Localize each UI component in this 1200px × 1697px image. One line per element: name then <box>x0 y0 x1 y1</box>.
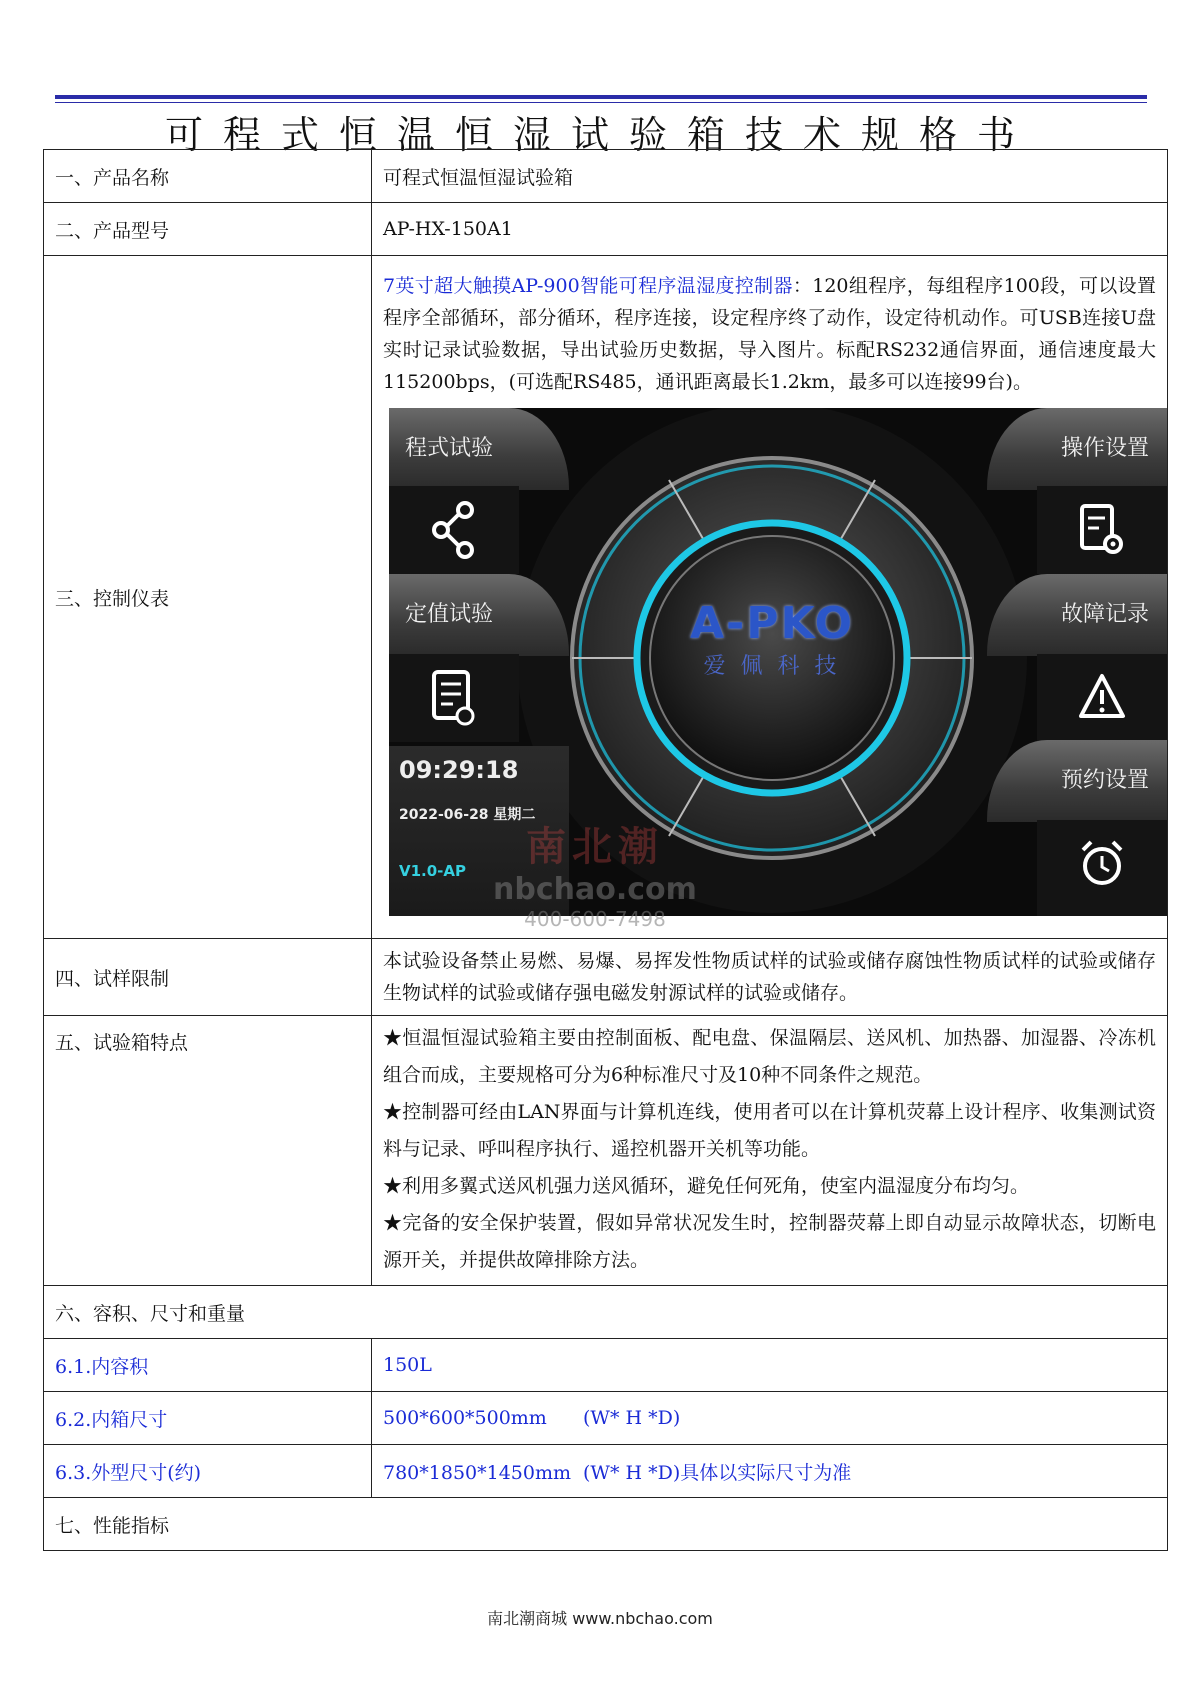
value-inner-size <box>372 1392 1168 1445</box>
row-inner-size <box>44 1392 1168 1445</box>
fixed-value-test-icon-box[interactable] <box>389 654 519 742</box>
operation-settings-button[interactable] <box>987 408 1167 490</box>
row-outer-size <box>44 1445 1168 1498</box>
outer-size-note: (W* H *D)具体以实际尺寸为准 <box>583 1461 852 1484</box>
spec-table <box>43 149 1168 1551</box>
label-controller: 三、控制仪表 <box>44 256 372 939</box>
controller-lead: 7英寸超大触摸AP-900智能可程序温湿度控制器 <box>383 274 793 297</box>
feature-item: ★利用多翼式送风机强力送风循环，避免任何死角，使室内温湿度分布均匀。 <box>383 1175 1030 1197</box>
row-product-model <box>44 203 1168 256</box>
document-check-icon <box>429 668 479 728</box>
clock-date: 2022-06-28 星期二 <box>399 806 536 823</box>
outer-size-value: 780*1850*1450mm <box>383 1461 572 1484</box>
value-controller <box>372 256 1168 939</box>
row-inner-volume <box>44 1339 1168 1392</box>
controller-text: ：120组程序，每组程序100段，可以设置程序全部循环，部分循环，程序连接，设定程序终了动作，设定待机动作。可USB连接U盘实时记录试验数据，导出试验历史数据，导入图片。标配RS232通信界面，通信速度最大115200bps，(可选配RS485，通讯距离最长1.2km，最多可以连接99台)。 <box>383 274 1156 393</box>
brand-logo <box>662 598 882 680</box>
feature-item: ★完备的安全保护装置，假如异常状况发生时，控制器荧幕上即自动显示故障状态，切断电源开关，并提供故障排除方法。 <box>383 1212 1156 1271</box>
label-capacity-section: 六、容积、尺寸和重量 <box>44 1286 1168 1339</box>
operation-settings-label: 操作设置 <box>1060 435 1149 461</box>
header-rule-thin <box>55 102 1147 103</box>
brand-logo-text: A-PKO <box>689 597 855 649</box>
value-outer-size <box>372 1445 1168 1498</box>
operation-settings-icon-box[interactable] <box>1037 486 1167 574</box>
reservation-settings-button[interactable] <box>987 740 1167 822</box>
row-capacity-section <box>44 1286 1168 1339</box>
program-test-icon-box[interactable] <box>389 486 519 574</box>
controller-description <box>383 270 1156 398</box>
label-inner-size: 6.2.内箱尺寸 <box>44 1392 372 1445</box>
warning-icon <box>1077 668 1127 728</box>
row-performance-section <box>44 1498 1168 1551</box>
value-sample-limits: 本试验设备禁止易燃、易爆、易挥发性物质试样的试验或储存腐蚀性物质试样的试验或储存生物试样的试验或储存强电磁发射源试样的试验或储存。 <box>372 939 1168 1016</box>
clock-time: 09:29:18 <box>399 755 519 784</box>
clock-panel <box>389 746 569 916</box>
fixed-value-test-label: 定值试验 <box>405 601 494 627</box>
program-test-label: 程式试验 <box>405 435 494 461</box>
share-icon <box>429 500 479 560</box>
row-controller <box>44 256 1168 939</box>
page-footer: 南北潮商城 www.nbchao.com <box>487 1609 713 1628</box>
watermark-phone: 400-600-7498 <box>524 907 666 931</box>
value-features <box>372 1016 1168 1286</box>
label-product-model: 二、产品型号 <box>44 203 372 256</box>
inner-size-value: 500*600*500mm <box>383 1407 547 1429</box>
firmware-version: V1.0-AP <box>399 861 467 880</box>
reservation-settings-icon-box[interactable] <box>1037 820 1167 916</box>
controller-screenshot <box>389 408 1167 916</box>
reservation-settings-label: 预约设置 <box>1060 767 1149 793</box>
row-product-name <box>44 150 1168 203</box>
header-rule-thick <box>55 95 1147 99</box>
label-outer-size: 6.3.外型尺寸(约) <box>44 1445 372 1498</box>
label-performance-section: 七、性能指标 <box>44 1498 1168 1551</box>
fault-record-label: 故障记录 <box>1060 601 1149 627</box>
brand-logo-subtitle: 爱 佩 科 技 <box>703 653 841 679</box>
row-sample-limits <box>44 939 1168 1016</box>
label-product-name: 一、产品名称 <box>44 150 372 203</box>
label-features: 五、试验箱特点 <box>44 1016 372 1286</box>
inner-size-note: (W* H *D) <box>583 1407 681 1429</box>
fault-record-icon-box[interactable] <box>1037 654 1167 742</box>
watermark-site: nbchao.com <box>493 872 697 907</box>
feature-item: ★恒温恒湿试验箱主要由控制面板、配电盘、保温隔层、送风机、加热器、加湿器、冷冻机组合而成，主要规格可分为6种标准尺寸及10种不同条件之规范。 <box>383 1027 1156 1086</box>
label-inner-volume: 6.1.内容积 <box>44 1339 372 1392</box>
row-features <box>44 1016 1168 1286</box>
value-inner-volume: 150L <box>372 1339 1168 1392</box>
feature-item: ★控制器可经由LAN界面与计算机连线，使用者可以在计算机荧幕上设计程序、收集测试资料与记录、呼叫程序执行、遥控机器开关机等功能。 <box>383 1101 1156 1160</box>
value-product-name: 可程式恒温恒湿试验箱 <box>372 150 1168 203</box>
document-title: 可程式恒温恒湿试验箱技术规格书 <box>164 113 1035 157</box>
watermark-name: 南北潮 <box>526 824 664 870</box>
document-gear-icon <box>1077 500 1127 560</box>
fault-record-button[interactable] <box>987 574 1167 656</box>
value-product-model: AP-HX-150A1 <box>372 203 1168 256</box>
label-sample-limits: 四、试样限制 <box>44 939 372 1016</box>
alarm-clock-icon <box>1077 834 1127 894</box>
